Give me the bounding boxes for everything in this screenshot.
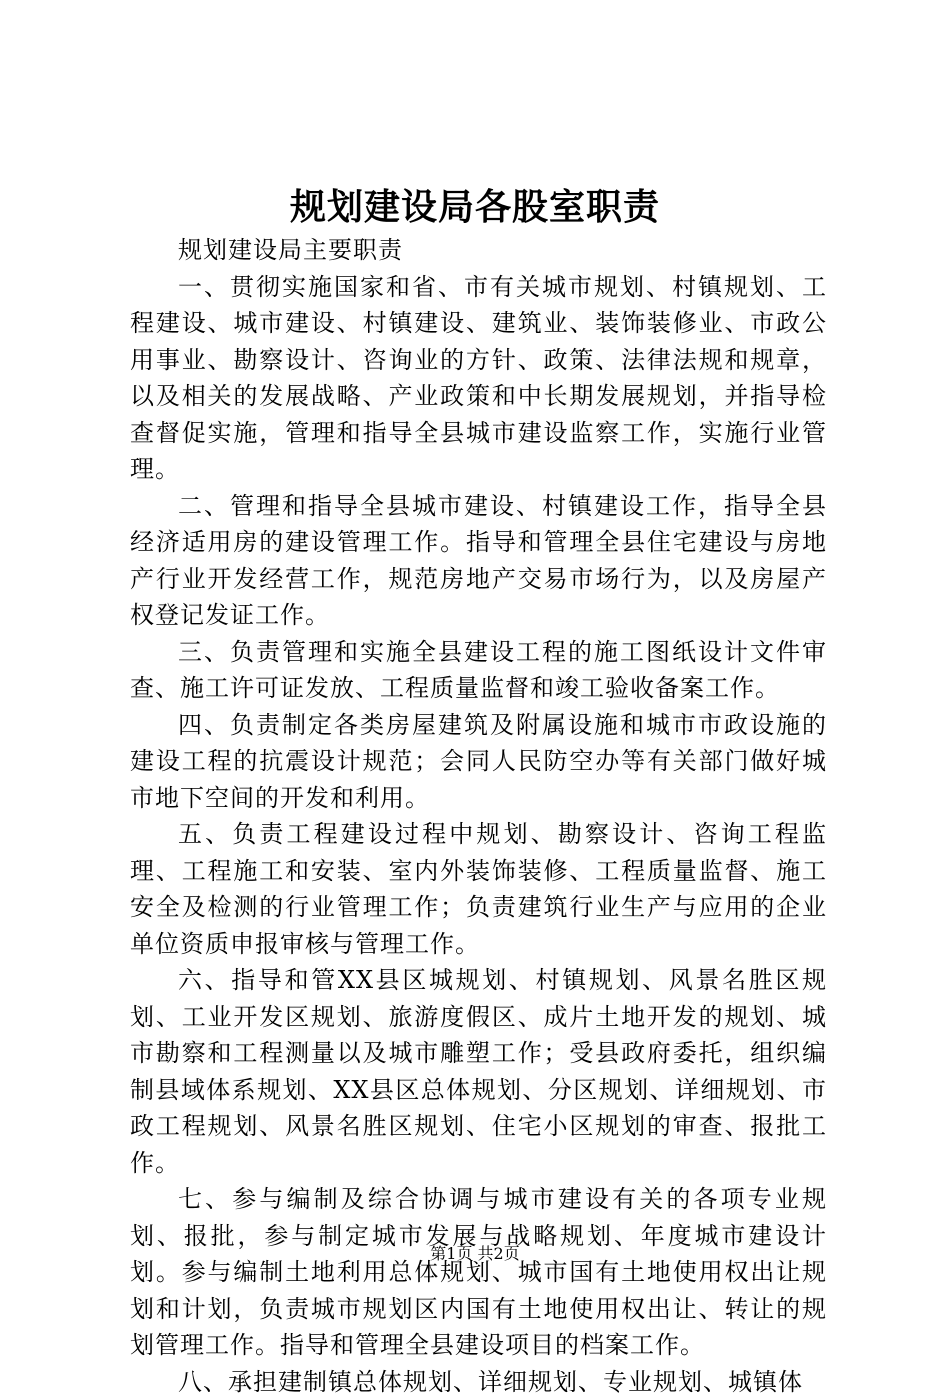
paragraph-item-1: 一、贯彻实施国家和省、市有关城市规划、村镇规划、工程建设、城市建设、村镇建设、建筑业、装饰装修业、市政公用事业、勘察设计、咨询业的方针、政策、法律法规和规章，以及相关的发展战略、产业政策和中长期发展规划，并指导检查督促实施，管理和指导全县城市建设监察工作，实施行业管理。 [130,269,827,488]
paragraph-item-8: 八、承担建制镇总体规划、详细规划、专业规划、城镇体 [130,1364,827,1400]
paragraph-item-3: 三、负责管理和实施全县建设工程的施工图纸设计文件审查、施工许可证发放、工程质量监督和竣工验收备案工作。 [130,634,827,707]
paragraph-section-heading: 规划建设局主要职责 [130,232,827,269]
paragraph-item-5: 五、负责工程建设过程中规划、勘察设计、咨询工程监理、工程施工和安装、室内外装饰装修、工程质量监督、施工安全及检测的行业管理工作；负责建筑行业生产与应用的企业单位资质申报审核与管理工作。 [130,816,827,962]
page-number-footer: 第1页 共2页 [0,1243,950,1265]
document-title: 规划建设局各股室职责 [0,182,950,232]
paragraph-item-7: 七、参与编制及综合协调与城市建设有关的各项专业规划、报批，参与制定城市发展与战略规划、年度城市建设计划。参与编制土地利用总体规划、城市国有土地使用权出让规划和计划，负责城市规划区内国有土地使用权出让、转让的规划管理工作。指导和管理全县建设项目的档案工作。 [130,1181,827,1364]
paragraph-item-4: 四、负责制定各类房屋建筑及附属设施和城市市政设施的建设工程的抗震设计规范；会同人民防空办等有关部门做好城市地下空间的开发和利用。 [130,707,827,817]
paragraph-item-2: 二、管理和指导全县城市建设、村镇建设工作，指导全县经济适用房的建设管理工作。指导和管理全县住宅建设与房地产行业开发经营工作，规范房地产交易市场行为，以及房屋产权登记发证工作。 [130,488,827,634]
paragraph-item-6: 六、指导和管XX县区城规划、村镇规划、风景名胜区规划、工业开发区规划、旅游度假区、成片土地开发的规划、城市勘察和工程测量以及城市雕塑工作；受县政府委托，组织编制县域体系规划、XX县区总体规划、分区规划、详细规划、市政工程规划、风景名胜区规划、住宅小区规划的审查、报批工作。 [130,962,827,1181]
document-body [130,232,827,1400]
